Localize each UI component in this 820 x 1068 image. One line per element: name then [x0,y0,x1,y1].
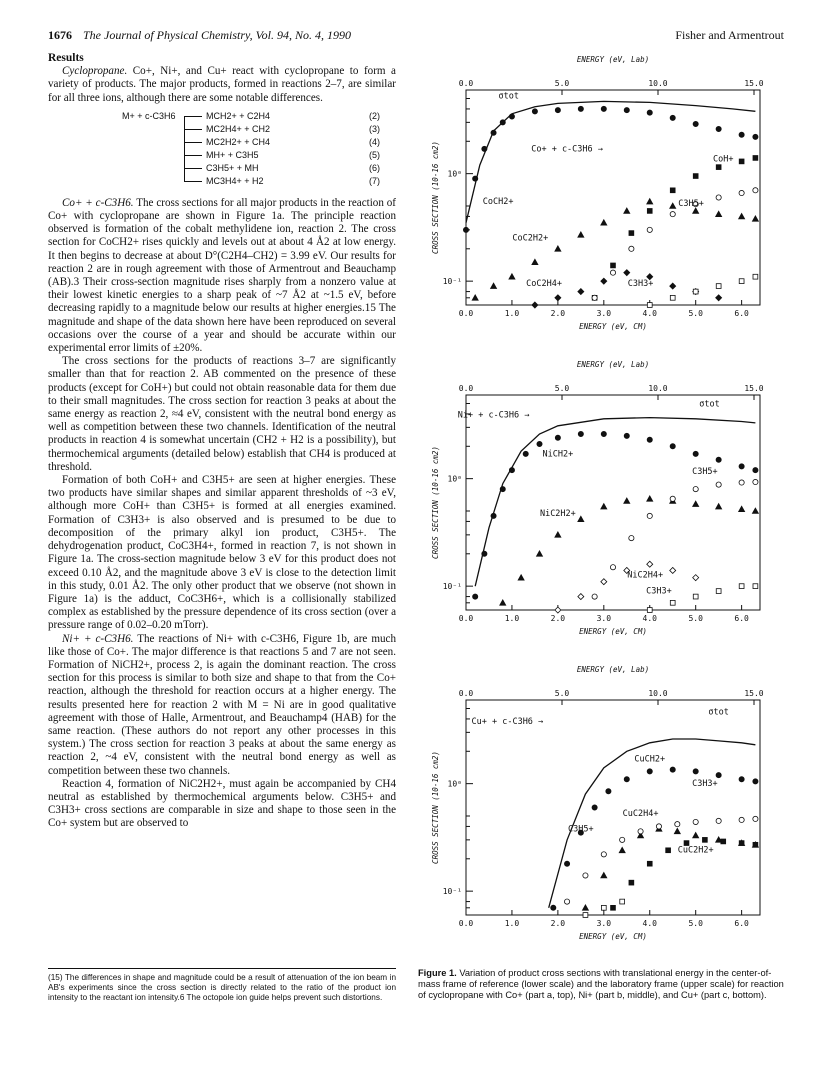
reaction-number: (5) [369,149,380,160]
top-axis-tick-label: 0.0 [458,79,474,88]
bottom-axis-tick-label: 5.0 [688,309,703,318]
paragraph-co [48,197,396,355]
data-point-CuCH2+ [624,777,629,782]
top-axis-tick-label: 5.0 [554,689,570,698]
reaction-bracket [184,116,199,181]
reaction-reactant: M+ + c-C3H6 [122,110,176,121]
data-point-C3H5+ [739,817,744,822]
curve-label: C3H5+ [692,467,718,478]
bottom-axis-tick-label: 3.0 [596,614,612,623]
top-axis-title: ENERGY (eV, Lab) [576,665,650,674]
reaction-arrow [184,129,202,130]
data-point-C3H5+ [620,837,625,842]
curve-label: NiCH2+ [542,449,574,460]
data-point-C3H5+ [564,899,569,904]
data-point-CoCH2+ [647,110,652,115]
data-point-CoC2H2+ [739,213,745,218]
top-axis-title: ENERGY (eV, Lab) [576,55,650,64]
reaction-arrow [184,168,202,169]
data-point-NiC2H4+ [601,579,607,585]
data-point-NiC2H2+ [624,498,630,503]
data-point-NiCH2+ [523,451,528,456]
top-axis-tick-label: 15.0 [744,384,764,393]
data-point-NiC2H4+ [578,594,584,600]
y-axis-tick-label: 10⁻¹ [442,887,462,897]
data-point-CoCH2+ [482,146,487,151]
curve-label: σtot [708,707,729,718]
data-point-CoCH2+ [555,108,560,113]
para-ni-lead: Ni+ + c-C3H6. [62,632,134,645]
para-intro-text: Co+, Ni+, and Cu+ react with cyclopropane to form a variety of products. The major products, formed in reactions 2–7, are similar for all three ions, although there are some notable differences. [48,65,396,104]
data-point-CoCH2+ [601,106,606,111]
data-point-CoC2H4+ [624,270,630,276]
footnote: (15) The differences in shape and magnitude could be a result of attenuation of the ion beam in AB's experiments since the cross section is directly related to the ratio of the product ion intensity to the reactant ion intensity.6 The octopole ion guide helps prevent such distortions. [48,968,396,1003]
curve-label: CoCH2+ [482,197,514,208]
data-point-CuC2H2+ [666,848,671,853]
data-point-CuC2H4+ [674,828,680,833]
curve-label: Co+ + c-C3H6 → [531,144,603,155]
data-point-CoCH2+ [473,176,478,181]
left-column [48,52,396,831]
data-point-NiCH2+ [693,451,698,456]
data-point-NiC2H4+ [555,607,561,613]
data-point-CoC2H4+ [532,302,538,308]
data-point-NiC2H4+ [670,567,676,573]
data-point-NiCH2+ [491,513,496,518]
data-point-NiCH2+ [670,444,675,449]
bottom-axis-tick-label: 4.0 [642,919,657,928]
top-axis-tick-label: 15.0 [744,689,764,698]
data-point-NiCH2+ [624,433,629,438]
paragraph-2: The cross sections for the products of reactions 3–7 are significantly smaller than that for reaction 2. AB commented on the presence of these products (except for CoH+) but could not obtain reasonable data for them due to their small magnitudes. The cross section for reaction 3 peaks at about the same energy as reaction 2, ≈4 eV, consistent with the neutral bond energy as well as competition between these two channels. Identification of the neutral products in reaction 4 is somewhat uncertain (CH2 + H2 is a possibility), but thermochemical arguments (detailed below) establish that CH4 is produced at threshold. [48,355,396,473]
data-point-CoC2H2+ [532,259,538,264]
data-point-CoC2H2+ [509,274,515,279]
bottom-axis-tick-label: 0.0 [458,309,474,318]
data-point-C3H3+ [716,284,721,289]
data-point-NiCH2+ [509,468,514,473]
data-point-CuCH2+ [564,861,569,866]
data-point-C3H5+ [647,227,652,232]
data-point-CoC2H4+ [578,289,584,295]
data-point-CoH+ [753,156,758,161]
data-point-NiC2H2+ [537,551,543,556]
reaction-arrow [184,181,202,182]
curve-label: C3H3+ [692,779,718,790]
data-point-CoH+ [647,209,652,214]
bottom-axis-tick-label: 6.0 [734,614,749,623]
data-point-CuCH2+ [693,769,698,774]
curve-label: NiC2H2+ [539,508,576,519]
data-point-CoC2H4+ [601,278,607,284]
data-point-CuCH2+ [739,777,744,782]
data-point-C3H5+ [753,479,758,484]
data-point-CuCH2+ [647,769,652,774]
data-point-NiC2H2+ [578,516,584,521]
data-point-CoC2H2+ [647,199,653,204]
top-axis-tick-label: 10.0 [648,384,668,393]
data-point-C3H5+ [656,824,661,829]
data-point-NiCH2+ [537,441,542,446]
y-axis-tick-label: 10⁰ [447,474,462,484]
reaction-product: C3H5+ + MH [206,162,259,173]
data-point-C3H3+ [753,584,758,589]
data-point-C3H3+ [620,899,625,904]
data-point-CoCH2+ [509,114,514,119]
series-line-σtot [475,418,755,587]
data-point-NiC2H2+ [647,496,653,501]
data-point-CoC2H2+ [578,232,584,237]
plot-frame [466,395,760,610]
data-point-C3H5+ [716,195,721,200]
data-point-CuC2H2+ [753,842,758,847]
data-point-C3H3+ [716,589,721,594]
bottom-axis-tick-label: 1.0 [504,919,520,928]
data-point-NiCH2+ [578,431,583,436]
curve-label: Cu+ + c-C3H6 → [471,716,544,727]
running-authors: Fisher and Armentrout [675,28,784,42]
data-point-NiC2H2+ [716,504,722,509]
curve-label: CuC2H4+ [622,809,659,820]
bottom-axis-title: ENERGY (eV, CM) [579,627,647,636]
bottom-axis-tick-label: 2.0 [550,614,566,623]
data-point-CuC2H2+ [702,837,707,842]
data-point-CuCH2+ [670,767,675,772]
data-point-CuCH2+ [753,779,758,784]
data-point-CoC2H2+ [716,211,722,216]
curve-label: C3H3+ [646,586,672,597]
data-point-CuCH2+ [606,789,611,794]
bottom-axis-tick-label: 6.0 [734,919,749,928]
data-point-C3H5+ [739,190,744,195]
curve-label: NiC2H4+ [627,570,664,581]
section-title: Results [48,52,84,64]
data-point-C3H5+ [629,246,634,251]
y-axis-tick-label: 10⁰ [447,779,462,789]
data-point-CuC2H2+ [611,905,616,910]
bottom-axis-tick-label: 3.0 [596,309,612,318]
data-point-C3H5+ [739,480,744,485]
data-point-CuC2H4+ [693,832,699,837]
para-intro-lead: Cyclopropane. [62,65,128,78]
data-point-CoH+ [629,231,634,236]
data-point-CuCH2+ [592,805,597,810]
data-point-CoCH2+ [491,130,496,135]
data-point-C3H5+ [716,482,721,487]
data-point-CoC2H2+ [491,283,497,288]
y-axis-tick-label: 10⁻¹ [442,277,462,287]
caption-text: Variation of product cross sections with translational energy in the center-of-mass frame of reference (lower scale) and the laboratory frame (upper scale) for reaction of cyclopropane with Co+ (part a, top), Ni+ (part b, middle), and Cu+ (part c, bottom). [418,968,784,1001]
data-point-CoH+ [693,174,698,179]
data-point-CoCH2+ [753,134,758,139]
data-point-NiCH2+ [500,486,505,491]
curve-label: CoH+ [713,154,734,165]
curve-label: C3H5+ [568,824,594,835]
curve-label: C3H3+ [627,279,654,290]
bottom-axis-tick-label: 2.0 [550,919,566,928]
bottom-axis-title: ENERGY (eV, CM) [579,322,647,331]
data-point-C3H5+ [670,212,675,217]
data-point-CuCH2+ [551,905,556,910]
data-point-NiCH2+ [482,551,487,556]
reaction-arrow [184,155,202,156]
bottom-axis-tick-label: 0.0 [458,919,474,928]
data-point-NiC2H2+ [739,506,745,511]
top-axis-tick-label: 0.0 [458,689,474,698]
curve-label: Ni+ + c-C3H6 → [457,410,530,421]
data-point-CoCH2+ [532,109,537,114]
curve-label: C3H5+ [678,199,704,210]
reaction-product: MH+ + C3H5 [206,149,259,160]
data-point-CuC2H4+ [601,872,607,877]
data-point-CoH+ [739,159,744,164]
data-point-CoCH2+ [716,126,721,131]
data-point-C3H3+ [693,289,698,294]
data-point-CoC2H2+ [624,208,630,213]
data-point-NiCH2+ [601,431,606,436]
data-point-CoH+ [670,188,675,193]
data-point-NiC2H2+ [693,501,699,506]
data-point-C3H5+ [629,535,634,540]
data-point-CoC2H4+ [670,283,676,289]
y-axis-tick-label: 10⁻¹ [442,582,462,592]
data-point-C3H3+ [647,303,652,308]
curve-label: σtot [498,91,519,102]
data-point-C3H5+ [753,188,758,193]
paragraph-5: Reaction 4, formation of NiC2H2+, must again be accompanied by CH4 neutral as established by thermochemical arguments below. C3H5+ and C3H3+ cross sections are comparable in size and shape to those seen in the Co+ system but are observed to [48,777,396,830]
bottom-axis-tick-label: 3.0 [596,919,612,928]
bottom-axis-tick-label: 6.0 [734,309,749,318]
para-co-text: The cross sections for all major products in the reaction of Co+ with cyclopropane are shown in Figure 1a. The principle reaction observed is formation of the cobalt methylidene ion, reaction 2. The cross section for CoCH2+ rises quickly and levels out at about 4 Å2 at low energy. It then begins to decrease at about D°(C2H4–CH2) = 3.99 eV. Our results for reaction 2 are in rough agreement with those of Armentrout and Beauchamp (AB).3 Their cross-section magnitude rises sharply from a nonzero value at their lowest kinetic energies to a sharp peak of ~7 Å2 at ~1.5 eV, before decreasing rapidly to a magnitude below our results at higher energies.15 The magnitude and shape of the data shown here have been reproduced on several occasions over the course of a year and should be accurate within our experimental error limits of ±20%. [48,196,396,355]
figure-1 [418,52,790,962]
plot-frame [466,700,760,915]
journal-title: The Journal of Physical Chemistry, Vol. 94, No. 4, 1990 [83,28,351,42]
y-axis-title: CROSS SECTION (10-16 cm2) [431,141,440,254]
data-point-C3H3+ [670,295,675,300]
bottom-axis-tick-label: 1.0 [504,614,520,623]
data-point-C3H5+ [670,496,675,501]
top-axis-tick-label: 5.0 [554,79,570,88]
curve-label: CoC2H4+ [526,279,563,290]
top-axis-tick-label: 15.0 [744,79,764,88]
data-point-CuCH2+ [716,773,721,778]
reaction-number: (3) [369,123,380,134]
reaction-arrow [184,142,202,143]
data-point-NiC2H4+ [693,575,699,581]
bottom-axis-tick-label: 0.0 [458,614,474,623]
curve-label: CuC2H2+ [677,845,714,856]
data-point-C3H5+ [592,295,597,300]
data-point-CoCH2+ [670,115,675,120]
data-point-NiC2H2+ [518,575,524,580]
paragraph-ni [48,633,396,778]
data-point-NiC2H2+ [555,532,561,537]
y-axis-title: CROSS SECTION (10-16 cm2) [431,446,440,559]
reaction-number: (2) [369,110,380,121]
data-point-CoC2H4+ [555,295,561,301]
data-point-C3H3+ [753,274,758,279]
top-axis-tick-label: 10.0 [648,79,668,88]
reaction-product: MCH2+ + C2H4 [206,110,271,121]
figure-1-plots [418,52,790,957]
data-point-C3H5+ [716,818,721,823]
top-axis-tick-label: 0.0 [458,384,474,393]
bottom-axis-title: ENERGY (eV, CM) [579,932,647,941]
data-point-C3H5+ [583,873,588,878]
caption-label: Figure 1. [418,968,457,978]
data-point-CoCH2+ [500,120,505,125]
data-point-C3H5+ [592,594,597,599]
data-point-C3H3+ [583,913,588,918]
reaction-product: MC3H4+ + H2 [206,175,264,186]
data-point-C3H5+ [610,270,615,275]
data-point-CoC2H4+ [716,295,722,301]
data-point-CoH+ [716,165,721,170]
data-point-CoC2H2+ [601,220,607,225]
data-point-NiC2H4+ [647,561,653,567]
data-point-CoCH2+ [463,227,468,232]
data-point-CoCH2+ [693,121,698,126]
top-axis-tick-label: 10.0 [648,689,668,698]
curve-label: CuCH2+ [634,754,666,765]
data-point-NiC2H2+ [601,504,607,509]
data-point-C3H3+ [601,905,606,910]
paragraph-intro [48,65,396,105]
data-point-C3H3+ [670,600,675,605]
data-point-C3H5+ [693,819,698,824]
top-axis-title: ENERGY (eV, Lab) [576,360,650,369]
data-point-CuC2H2+ [629,880,634,885]
data-point-NiCH2+ [647,437,652,442]
curve-label: CoC2H2+ [512,233,549,244]
reaction-scheme [122,110,380,190]
data-point-C3H5+ [601,852,606,857]
data-point-C3H5+ [753,816,758,821]
data-point-NiCH2+ [716,457,721,462]
top-axis-tick-label: 5.0 [554,384,570,393]
data-point-CuC2H4+ [582,905,588,910]
reaction-product: MC2H4+ + CH2 [206,123,271,134]
data-point-NiC2H2+ [500,600,506,605]
curve-label: σtot [699,399,720,410]
data-point-C3H5+ [675,822,680,827]
bottom-axis-tick-label: 5.0 [688,919,703,928]
page-number: 1676 [48,28,72,42]
bottom-axis-tick-label: 4.0 [642,614,657,623]
paragraph-3: Formation of both CoH+ and C3H5+ are seen at higher energies. These two products have similar shapes and similar apparent thresholds of ~3 eV, although more CoH+ than C3H5+ is formed at all energies examined. Formation of C3H3+ is also observed and is presumed to be due to decomposition of the primary alkyl ion product, C3H5+. The dehydrogenation product, CoC3H4+, formed in reaction 7, is not shown in Figure 1a. The cross-section magnitude below 3 eV for this product does not exceed 0.10 Å2, and the magnitude above 3 eV is close to the detection limit in this study, 0.01 Å2. The only other product that we observe (not shown in Figure 1a) is the adduct, CoC3H6+, which is a collisionally stabilized complex as established by the pressure dependence of its cross section (over a pressure range of 0.02–0.20 mTorr). [48,474,396,632]
data-point-CuC2H2+ [647,861,652,866]
data-point-C3H5+ [647,513,652,518]
data-point-NiCH2+ [739,464,744,469]
data-point-NiCH2+ [555,435,560,440]
para-ni-text: The reactions of Ni+ with c-C3H6, Figure 1b, are much like those of Co+. The major difference is that reactions 5 and 7 are not seen. Formation of NiCH2+, process 2, is again the dominant reaction. The cross section for this process is similar to both size and shape to that from the Co+ reaction, although the threshold for reaction occurs at a higher energy. The results presented here for reaction 2 with M = Ni are in good qualitative agreement with those of Halle, Armentrout, and Beauchamp4 (HAB) for the same reaction. (These authors do not report any other processes in this system.) The cross section for reaction 3 peaks at about the same energy as reaction 2, ~4 eV, consistent with the neutral bond energy as well as competition between these two channels. [48,632,396,777]
y-axis-tick-label: 10⁰ [447,169,462,179]
data-point-C3H5+ [610,565,615,570]
reaction-product: MC2H2+ + CH4 [206,136,271,147]
data-point-CuC2H4+ [619,847,625,852]
reaction-arrow [184,116,202,117]
data-point-CoCH2+ [578,106,583,111]
reaction-number: (7) [369,175,380,186]
data-point-NiCH2+ [473,594,478,599]
data-point-CoCH2+ [624,108,629,113]
data-point-CoH+ [611,263,616,268]
data-point-C3H3+ [647,608,652,613]
bottom-axis-tick-label: 1.0 [504,309,520,318]
data-point-CoC2H2+ [472,295,478,300]
reaction-number: (4) [369,136,380,147]
data-point-CoCH2+ [739,132,744,137]
para-co-lead: Co+ + c-C3H6. [62,196,134,209]
data-point-CuC2H2+ [739,841,744,846]
data-point-NiCH2+ [753,468,758,473]
data-point-CuC2H2+ [721,839,726,844]
data-point-C3H3+ [739,584,744,589]
bottom-axis-tick-label: 5.0 [688,614,703,623]
data-point-C3H5+ [638,829,643,834]
data-point-CoC2H2+ [555,246,561,251]
figure-caption [418,968,790,1002]
data-point-NiC2H2+ [752,508,758,513]
data-point-C3H3+ [693,594,698,599]
data-point-CoC2H2+ [670,203,676,208]
data-point-CoC2H2+ [752,216,758,221]
bottom-axis-tick-label: 4.0 [642,309,657,318]
data-point-C3H3+ [739,279,744,284]
y-axis-title: CROSS SECTION (10-16 cm2) [431,751,440,864]
data-point-C3H5+ [693,486,698,491]
reaction-number: (6) [369,162,380,173]
page-header [48,28,784,44]
bottom-axis-tick-label: 2.0 [550,309,566,318]
